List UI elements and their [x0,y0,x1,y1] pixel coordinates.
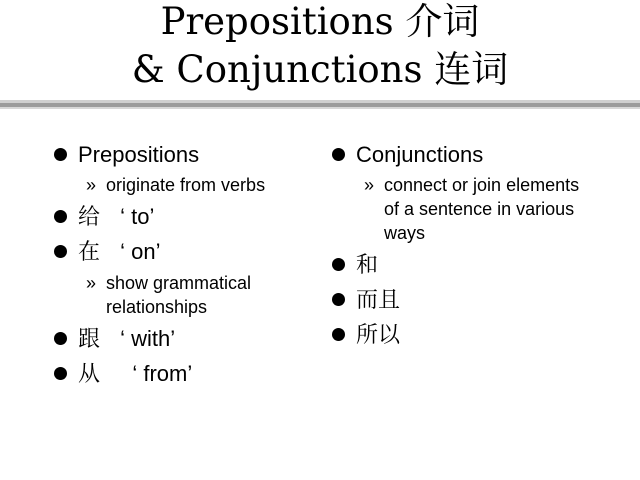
title-line-2: & Conjunctions 连词 [131,48,509,91]
bullet-item-gei [52,204,322,231]
bullet-item-prepositions [52,142,322,168]
english-gloss: ‘ with’ [120,326,176,351]
divider-band-bottom [0,107,640,109]
chinese-word: 跟 [78,327,101,352]
bullet-item-he [330,252,620,279]
bullet-icon [54,210,67,223]
bullet-item-conjunctions [330,142,620,168]
chinese-word: 所以 [356,323,401,348]
english-gloss: ‘ on’ [120,239,161,264]
bullet-icon [54,245,67,258]
bullet-icon [332,148,345,161]
bullet-icon [332,328,345,341]
right-column [330,142,620,357]
title-line-1: Prepositions 介词 [160,0,480,43]
chinese-word: 从 [78,362,101,387]
bullet-icon [54,367,67,380]
left-column [52,142,322,396]
bullet-item-suoyi [330,322,620,349]
chinese-word: 而且 [356,288,401,313]
english-gloss: ‘ to’ [120,204,155,229]
bullet-icon [54,148,67,161]
sub-item-originate [52,173,322,197]
slide-title [0,0,640,94]
sub-item-label: show grammatical relationships [106,273,252,317]
bullet-item-erqie [330,287,620,314]
bullet-label: Conjunctions [356,142,484,167]
title-divider [0,100,640,110]
english-gloss: ‘ from’ [120,361,193,386]
chinese-word: 给 [78,205,101,230]
sub-item-label: originate from verbs [106,175,266,195]
sub-item-grammatical [52,271,316,319]
bullet-label: Prepositions [78,142,200,167]
bullet-item-cong [52,361,322,388]
sub-item-connect [330,173,584,245]
bullet-item-zai [52,239,322,266]
double-chevron-icon: » [86,273,97,293]
bullet-item-gen [52,326,322,353]
bullet-icon [332,293,345,306]
bullet-icon [332,258,345,271]
bullet-icon [54,332,67,345]
sub-item-label: connect or join elements of a sentence in various ways [384,175,580,243]
double-chevron-icon: » [86,175,97,195]
chinese-word: 和 [356,253,379,278]
chinese-word: 在 [78,240,101,265]
double-chevron-icon: » [364,175,375,195]
